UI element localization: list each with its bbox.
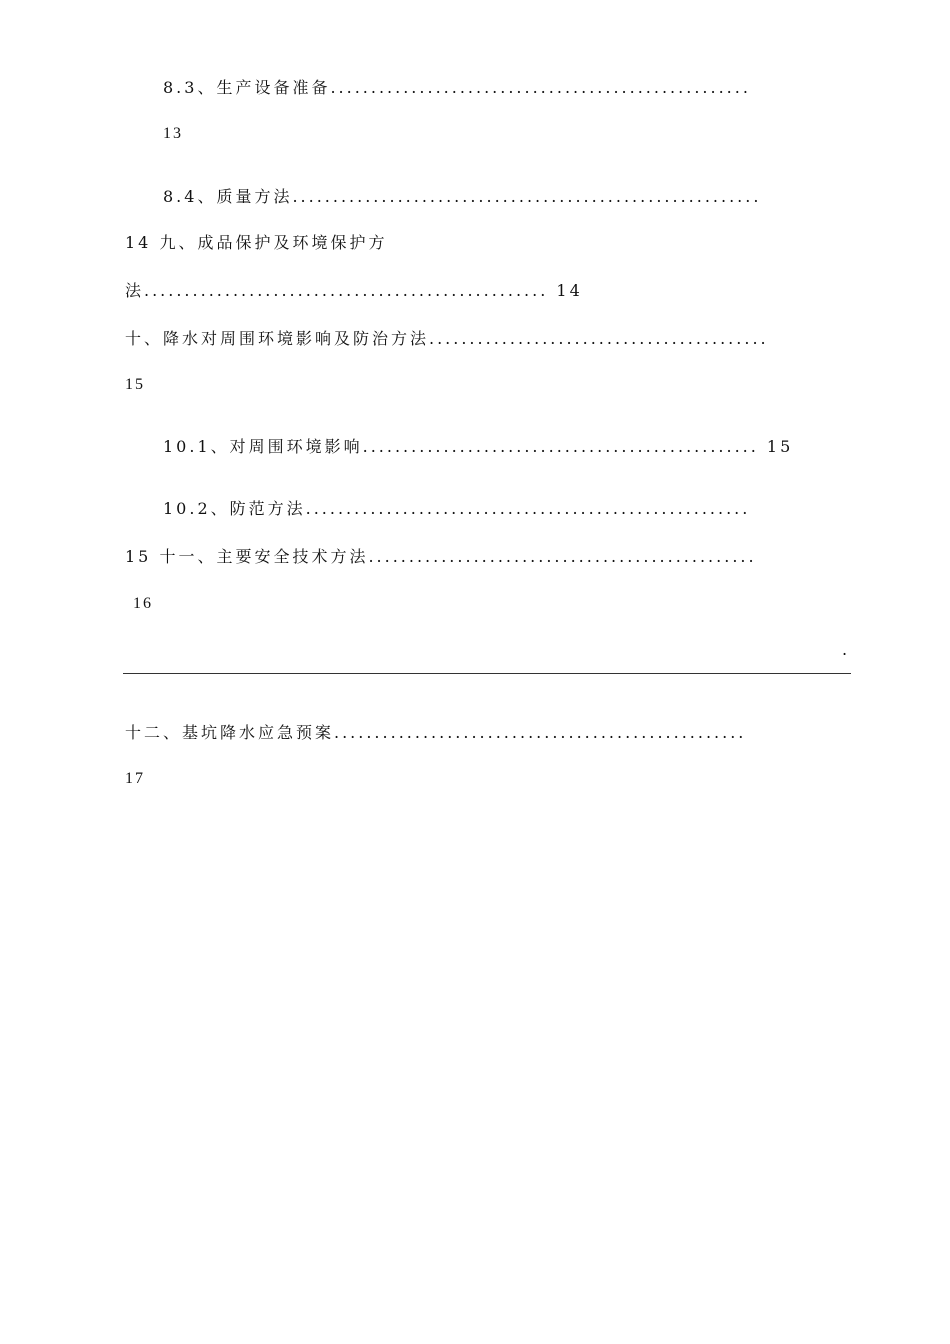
toc-line-9-part2[interactable]: 法.................................................. 14 bbox=[125, 281, 583, 300]
toc-page-15: 15 bbox=[125, 376, 145, 393]
toc-line-8-3[interactable]: 8.3、生产设备准备.................................................... bbox=[163, 78, 751, 97]
toc-page-16: 16 bbox=[133, 595, 153, 612]
header-dot: . bbox=[842, 640, 851, 659]
toc-line-8-4[interactable]: 8.4、质量方法.......................................................... bbox=[163, 187, 762, 206]
toc-line-10-1[interactable]: 10.1、对周围环境影响................................................. 15 bbox=[163, 437, 794, 456]
toc-page-13: 13 bbox=[163, 125, 183, 142]
toc-line-12[interactable]: 十二、基坑降水应急预案................................................... bbox=[125, 723, 747, 742]
toc-line-11[interactable]: 15 十一、主要安全技术方法................................................ bbox=[125, 547, 757, 566]
toc-line-9-part1[interactable]: 14 九、成品保护及环境保护方 bbox=[125, 233, 388, 252]
toc-page-17: 17 bbox=[125, 770, 145, 787]
toc-line-10-2[interactable]: 10.2、防范方法....................................................... bbox=[163, 499, 751, 518]
page-divider bbox=[123, 673, 851, 674]
toc-line-10[interactable]: 十、降水对周围环境影响及防治方法.......................................... bbox=[125, 329, 769, 348]
